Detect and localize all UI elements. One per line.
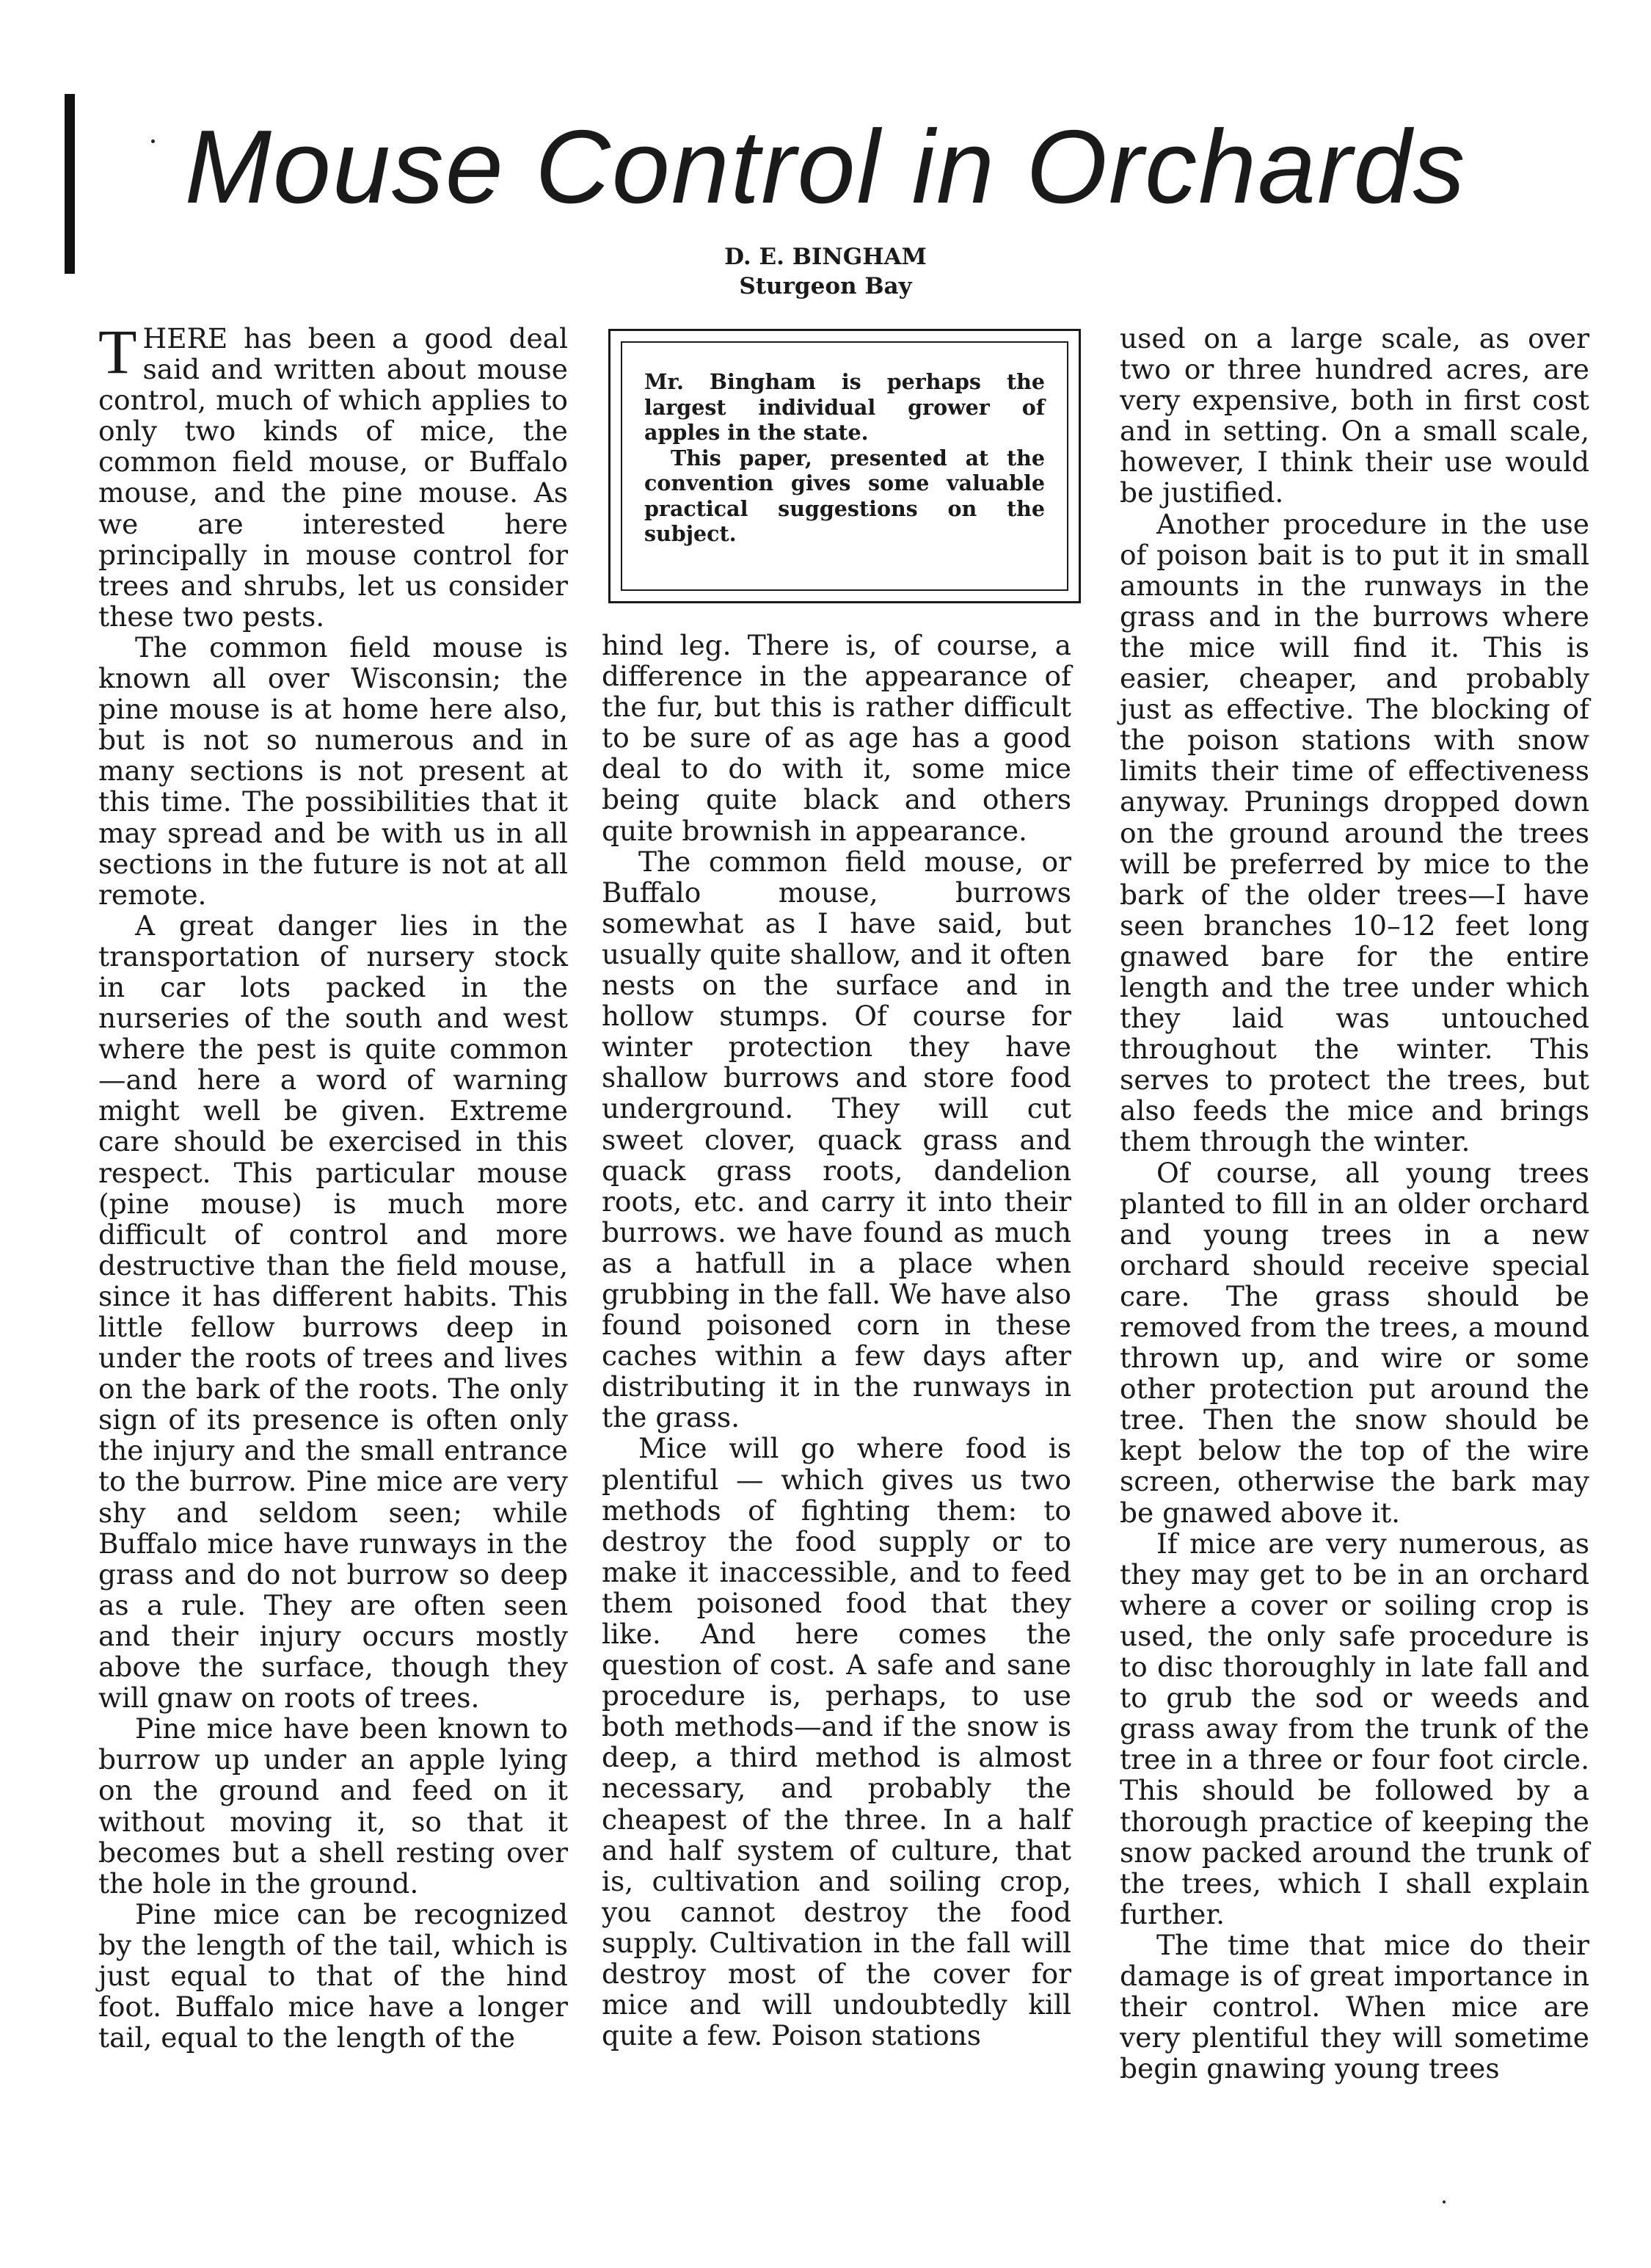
paragraph: used on a large scale, as over two or three hundred acres, are very expensive, both in first cost and in setting. On a small scale, however, I think their use would be justified. xyxy=(1120,322,1589,509)
article-title: Mouse Control in Orchards xyxy=(184,109,1467,225)
paragraph: Pine mice have been known to burrow up under an apple lying on the ground and feed on it without moving it, so that it becomes but a shell resting over the hole in the ground. xyxy=(98,1712,568,1900)
author-location: Sturgeon Bay xyxy=(739,273,912,299)
author-name: D. E. BINGHAM xyxy=(724,244,927,270)
print-speck xyxy=(1443,2200,1446,2203)
paragraph: The time that mice do their damage is of great importance in their control. When mice are very plentiful they will sometime begin gnawing young trees xyxy=(1120,1928,1589,2085)
editor-note-paragraph: This paper, presented at the convention gives some valuable practical suggestions on the subject. xyxy=(644,445,1045,546)
paragraph: The common field mouse is known all over Wisconsin; the pine mouse is at home here also, but is not so numerous and in many sections is not present at this time. The possibilities that it may spread and be with us in all sections in the future is not at all remote. xyxy=(98,630,568,911)
paragraph: hind leg. There is, of course, a difference in the appearance of the fur, but this is rather difficult to be sure of as age has a good deal to do with it, some mice being quite black and others quite brownish in appearance. xyxy=(602,629,1071,847)
paragraph: Mice will go where food is plentiful — which gives us two methods of fighting them: to destroy the food supply or to make it inaccessible, and to feed them poisoned food that they like. And here comes the question of cost. A safe and sane procedure is, perhaps, to use both methods—and if the snow is deep, a third method is almost necessary, and probably the cheapest of the three. In a half and half system of culture, that is, cultivation and soiling crop, you cannot destroy the food supply. Cultivation in the fall will destroy most of the cover for mice and will undoubtedly kill quite a few. Poison stations xyxy=(602,1432,1071,2052)
paragraph: The common field mouse, or Buffalo mouse, burrows somewhat as I have said, but usually quite shallow, and it often nests on the surface and in hollow stumps. Of course for winter protection they have shallow burrows and store food underground. They will cut sweet clover, quack grass and quack grass roots, dandelion roots, etc. and carry it into their burrows. we have found as much as a hatfull in a place when grubbing in the fall. We have also found poisoned corn in these caches within a few days after distributing it in the runways in the grass. xyxy=(602,845,1071,1434)
paragraph: A great danger lies in the transportation of nursery stock in car lots packed in the nurseries of the south and west where the pest is quite common—and here a word of warning might well be given. Extreme care should be exercised in this respect. This particular mouse (pine mouse) is much more difficult of control and more destructive than the field mouse, since it has different habits. This little fellow burrows deep in under the roots of trees and lives on the bark of the roots. The only sign of its presence is often only the injury and the small entrance to the burrow. Pine mice are very shy and seldom seen; while Buffalo mice have runways in the grass and do not burrow so deep as a rule. They are often seen and their injury occurs mostly above the surface, though they will gnaw on roots of trees. xyxy=(98,909,568,1715)
editor-note-paragraph: Mr. Bingham is perhaps the largest individual grower of apples in the state. xyxy=(644,369,1045,445)
drop-cap: T xyxy=(98,316,137,387)
editor-note-inner xyxy=(621,341,1068,591)
paragraph: If mice are very numerous, as they may get to be in an orchard where a cover or soiling crop is used, the only safe procedure is to disc thoroughly in late fall and to grub the sod or weeds and grass away from the trunk of the tree in a three or four foot circle. This should be followed by a thorough practice of keeping the snow packed around the trunk of the trees, which I shall explain further. xyxy=(1120,1527,1589,1930)
paragraph: THERE has been a good deal said and written about mouse control, much of which applies to only two kinds of mice, the common field mouse, or Buffalo mouse, and the pine mouse. As we are interested here principally in mouse control for trees and shrubs, let us consider these two pests. xyxy=(98,316,568,633)
column-3 xyxy=(1120,323,1589,2084)
byline xyxy=(0,242,1651,301)
paragraph: Another procedure in the use of poison bait is to put it in small amounts in the runways in the grass and in the burrows where the mice will find it. This is easier, cheaper, and probably just as effective. The blocking of the poison stations with snow limits their time of effectiveness anyway. Prunings dropped down on the ground around the trees will be preferred by mice to the bark of the older trees—I have seen branches 10–12 feet long gnawed bare for the entire length and the tree under which they laid was untouched throughout the winter. This serves to protect the trees, but also feeds the mice and brings them through the winter. xyxy=(1120,507,1589,1158)
editor-note-box xyxy=(608,329,1081,603)
column-1 xyxy=(98,316,568,2054)
paragraph: Of course, all young trees planted to fill in an older orchard and young trees in a new orchard should receive special care. The grass should be removed from the trees, a mound thrown up, and wire or some other protection put around the tree. Then the snow should be kept below the top of the wire screen, otherwise the bark may be gnawed above it. xyxy=(1120,1156,1589,1529)
column-2 xyxy=(602,630,1071,2051)
paragraph: Pine mice can be recognized by the length of the tail, which is just equal to that of the hind foot. Buffalo mice have a longer tail, equal to the length of the xyxy=(98,1897,568,2054)
